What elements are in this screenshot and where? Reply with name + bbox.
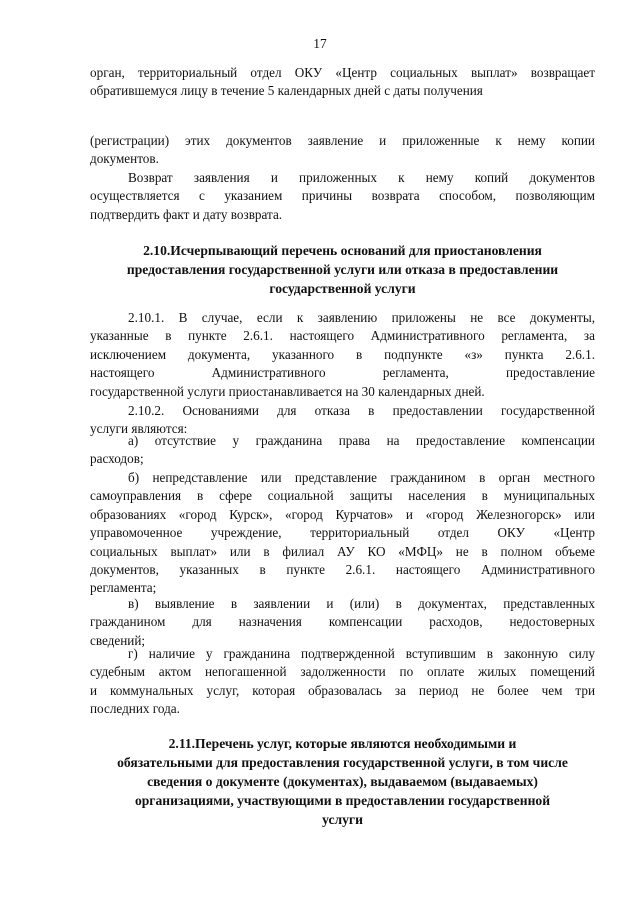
text-line: а) отсутствие у гражданина права на предоставление компенсации [128, 433, 595, 448]
list-item-a [90, 432, 595, 469]
text-line: самоуправления в сфере социальной защиты населения в муниципальных [90, 488, 595, 504]
text-line: исключением документа, указанного в подпункте «з» пункта 2.6.1. [90, 346, 595, 362]
paragraph-return-method [90, 169, 595, 224]
text-line: судебным актом непогашенной задолженности по оплате жилых помещений [90, 664, 595, 680]
text-line: (регистрации) этих документов заявление и приложенные к нему копии [90, 133, 595, 148]
text-line: услуги являются: [90, 421, 188, 437]
text-line: Возврат заявления и приложенных к нему копий документов [128, 170, 595, 185]
list-item-c [90, 595, 595, 650]
heading-line: 2.11.Перечень услуг, которые являются необходимыми и [168, 736, 517, 751]
heading-line: обязательными для предоставления государственной услуги, в том числе [117, 755, 568, 770]
text-line: государственной услуги приостанавливается на 30 календарных дней. [90, 383, 485, 399]
text-line: и коммунальных услуг, которая образовалась за период не более чем три [90, 682, 595, 698]
text-line: г) наличие у гражданина подтвержденной вступившим в законную силу [128, 646, 595, 661]
heading-line: организациями, участвующими в предоставлении государственной [134, 793, 551, 808]
heading-line: услуги [322, 812, 363, 827]
text-line: сведений; [90, 632, 146, 648]
paragraph-registration [90, 132, 595, 169]
text-line: обратившемуся лицу в течение 5 календарных дней с даты получения [90, 83, 483, 99]
text-line: расходов; [90, 451, 144, 467]
text-line: гражданином для назначения компенсации расходов, недостоверных [90, 614, 595, 630]
text-line: настоящего Административного регламента, предоставление [90, 365, 595, 381]
text-line: документов, указанных в пункте 2.6.1. настоящего Административного [90, 562, 595, 578]
text-line: 2.10.2. Основаниями для отказа в предоставлении государственной [128, 403, 595, 418]
page-number: 17 [313, 36, 327, 51]
text-line: регламента; [90, 580, 157, 596]
heading-line: 2.10.Исчерпывающий перечень оснований для приостановления [143, 243, 542, 258]
section-heading-2-10 [85, 241, 600, 298]
paragraph-return-intro [90, 64, 595, 101]
text-line: последних года. [90, 701, 180, 717]
heading-line: сведения о документе (документах), выдаваемом (выдаваемых) [147, 774, 538, 789]
list-item-d [90, 645, 595, 719]
heading-line: предоставления государственной услуги или отказа в предоставлении [126, 262, 559, 277]
section-heading-2-11 [85, 734, 600, 829]
text-line: социальных выплат» или в филиал АУ КО «МФЦ» не в полном объеме [90, 543, 595, 559]
heading-line: государственной услуги [269, 281, 416, 296]
text-line: подтвердить факт и дату возврата. [90, 206, 283, 222]
text-line: осуществляется с указанием причины возврата способом, позволяющим [90, 188, 595, 204]
text-line: в) выявление в заявлении и (или) в документах, представленных [128, 596, 595, 611]
text-line: орган, территориальный отдел ОКУ «Центр социальных выплат» возвращает [90, 65, 595, 80]
list-item-b [90, 469, 595, 598]
text-line: указанные в пункте 2.6.1. настоящего Административного регламента, за [90, 328, 595, 344]
text-line: образованиях «город Курск», «город Курчатов» и «город Железногорск» или [90, 506, 595, 522]
text-line: б) непредставление или представление гражданином в орган местного [128, 470, 595, 485]
text-line: управомоченное учреждение, территориальный отдел ОКУ «Центр [90, 525, 595, 541]
paragraph-2-10-1 [90, 309, 595, 401]
text-line: 2.10.1. В случае, если к заявлению приложены не все документы, [128, 310, 595, 325]
text-line: документов. [90, 151, 159, 167]
